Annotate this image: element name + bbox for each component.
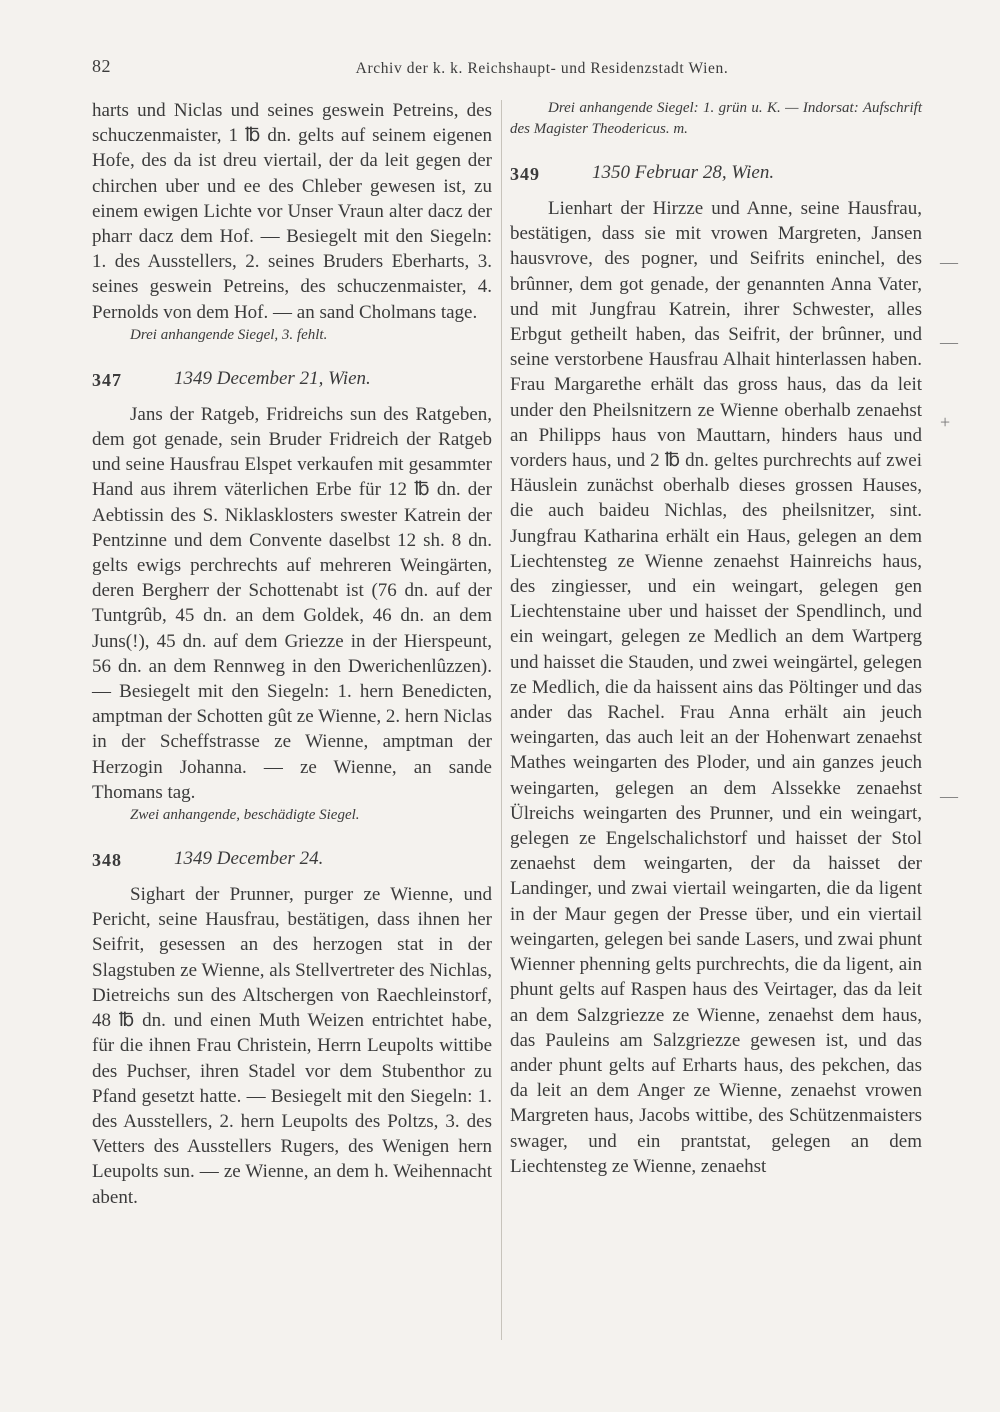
entry-number: 347 xyxy=(92,369,122,390)
entry-347-text: Jans der Ratgeb, Fridreichs sun des Ratgeben, dem got genade, sein Bruder Fridreich der Ratgeb und seine Hausfrau Elspet verkaufen mit gesammter Hand aus ihrem väterlichen Erbe für 12 ℔ dn. der Aebtissin des S. Niklasklosters swester Katrein der Pentzinne und dem Convente daselbst 12 sh. 8 dn. gelts ewigs perchrechts auf mehreren Weingärten, deren Bergherr der Schottenabt ist (76 dn. auf der Tuntgrûb, 45 dn. an dem Goldek, 46 dn. an dem Juns(!), 45 dn. auf dem Griezze in der Hierspeunt, 56 dn. an dem Rennweg in den Dwerichenlûzzen). — Besiegelt mit den Siegeln: 1. hern Benedicten, amptman der Schotten gût ze Wienne, 2. hern Niclas in der Scheffstrasse ze Wienne, amptman der Herzogin Johanna. — ze Wienne, an sande Thomans tag. xyxy=(92,403,492,803)
entry-349-heading xyxy=(510,160,922,194)
entry-348-heading xyxy=(92,846,492,880)
seal-note-346b: Drei anhangende Siegel: 1. grün u. K. — Indorsat: Aufschrift des Magister Theodericus. m. xyxy=(510,100,922,137)
entry-347-heading xyxy=(92,366,492,400)
page-header xyxy=(92,56,932,84)
entry-number: 348 xyxy=(92,850,122,871)
margin-marks xyxy=(940,0,970,1412)
entry-346-continuation: harts und Niclas und seines geswein Petreins, des schuczenmaister, 1 ℔ dn. gelts auf seinem eigenen Hofe, des da ist dreu viertail, der da leit gegen der chirchen uber und ee des Chleber gewesen ist, zu einem ewigen Lichte vor Unser Vraun alter dacz der pharr dacz dem Hof. — Besiegelt mit den Siegeln: 1. des Ausstellers, 2. seines Bruders Eberharts, 3. seines geswein Petreins, des schuczenmaister, 4. Pernolds von dem Hof. — an sand Cholmans tage. xyxy=(92,100,492,323)
column-divider xyxy=(501,100,502,1340)
margin-dash: — xyxy=(940,252,958,272)
entry-date: 1349 December 24. xyxy=(174,848,324,870)
seal-note-347: Zwei anhangende, beschädigte Siegel. xyxy=(130,807,360,824)
entry-date: 1349 December 21, Wien. xyxy=(174,367,371,389)
entry-date: 1350 Februar 28, Wien. xyxy=(592,162,775,183)
margin-dash: — xyxy=(940,786,958,806)
page-number: 82 xyxy=(92,56,111,76)
right-column xyxy=(510,98,922,1179)
margin-dash: — xyxy=(940,332,958,352)
running-head: Archiv der k. k. Reichshaupt- und Residenzstadt Wien. xyxy=(355,60,729,77)
left-column xyxy=(92,98,492,1210)
entry-348-text: Sighart der Prunner, purger ze Wienne, und Pericht, seine Hausfrau, bestätigen, dass ihnen her Seifrit, gesessen an des herzogen stat in der Slagstuben ze Wienne, als Stellvertreter des Nichlas, Dietreichs sun des Altschergen von Raechleinstorf, 48 ℔ dn. und einen Muth Weizen entrichtet habe, für die ihnen Frau Christein, Herrn Leupolts wittibe des Puchser, ihren Stadel vor dem Stubenthor zu Pfand gesetzt hatte. — Besiegelt mit den Siegeln: 1. des Ausstellers, 2. hern Leupolts des Poltzs, 3. des Vetters des Ausstellers Rugers, des Wenigen hern Leupolts sun. — ze Wienne, an dem h. Weihennacht abent. xyxy=(92,884,492,1208)
margin-cross: + xyxy=(940,412,951,432)
seal-note-346: Drei anhangende Siegel, 3. fehlt. xyxy=(130,326,328,343)
entry-349-text: Lienhart der Hirzze und Anne, seine Hausfrau, bestätigen, dass sie mit vrowen Margreten, Jansen hausvrove, des pogner, und Seifrits eninchel, des brûnner, dem got genade, der genannten Anna Vater, und mit Jungfrau Katrein, ihrer Schwester, alles Erbgut getheilt haben, das Seifrit, der brûnner, und seine verstorbene Hausfrau Alhait hinterlassen haben. Frau Margarethe erhält das gross haus, das da leit under den Pheilsnitzern ze Wienne oberhalb zenaehst an Philipps haus von Mauttarn, hinders haus und vorders haus, und 2 ℔ dn. geltes purchrechts auf zwei Häuslein zunächst oberhalb dieses grossen Hauses, die auch baideu Nichlas, des pheilsnitzer, sint. Jungfrau Katharina erhält ein Haus, gelegen an dem Liechtensteg ze Wienne zenaehst Hainreichs haus, des zingiesser, und ein weingart, gelegen gen Liechtenstaine uber und haisset der Spendlinch, und ein weingart, gelegen ze Medlich an dem Wartperg und haisset die Stauden, und zwei weingärtel, gelegen ze Medlich, die da haissent ains das Pöltinger und das ander das Rachel. Frau Anna erhält ain jeuch weingarten, das auch leit an der Hohenwart zenaehst Mathes weingarten des Ploder, und ain ganzes jeuch weingarten, gelegen an dem Alssekke zenaehst Ülreichs weingarten des Prunner, und ein weingart, gelegen ze Engelschalichstorf und haisset der Stol zenaehst dem weingarten, der da haisset der Landinger, und zwai viertail weingarten, die da ligent in der Maur gegen der Presse über, und ein viertail weingarten, gelegen bei sande Lasers, und zwai phunt Wienner phenning gelts purchrechts, die da ligent, ain phunt gelts auf Raspen haus des Veirtager, das da leit an dem Salzgriezze ze Wienne, zenaehst dem haus, das Pauleins am Salzgriezze gewesen ist, und das ander phunt gelts auf Erharts haus, des pekchen, das da leit an dem Anger ze Wienne, zenaehst vrowen Margreten haus, Jacobs wittibe, des Schützenmaisters swager, und ein prantstat, gelegen an dem Liechtensteg ze Wienne, zenaehst xyxy=(510,198,922,1177)
entry-number: 349 xyxy=(510,164,540,184)
